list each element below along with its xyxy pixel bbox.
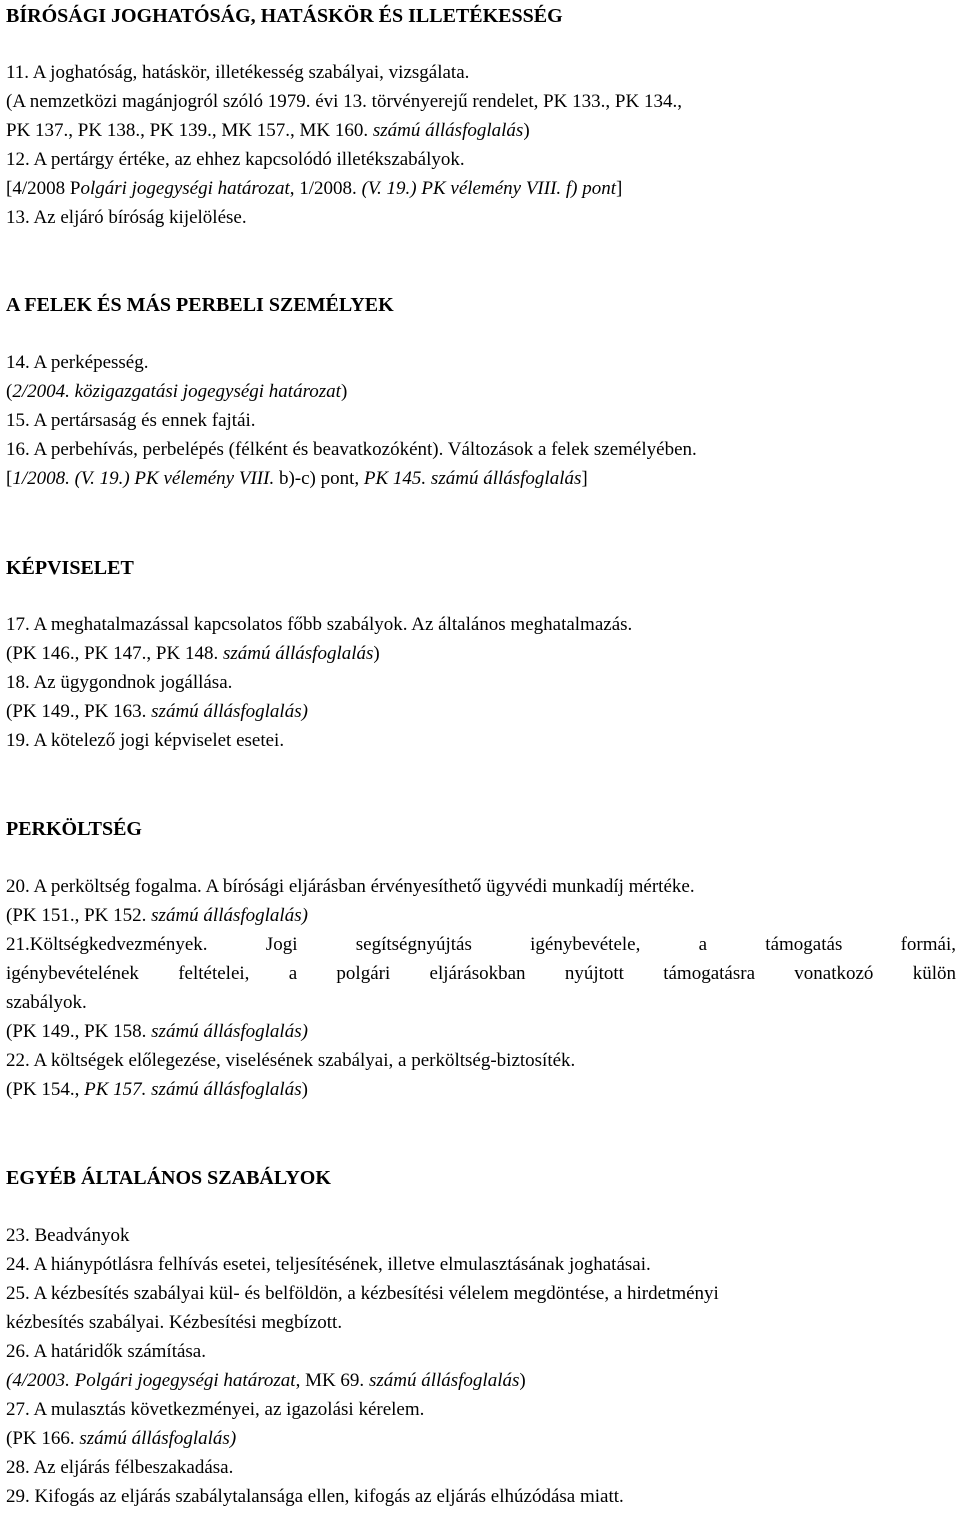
topic-19: 19. A kötelező jogi képviselet esetei. <box>6 730 285 751</box>
topic-14: 14. A perképesség. <box>6 352 149 373</box>
ref-text: b)-c) pont, <box>274 468 364 489</box>
topic-25: 25. A kézbesítés szabályai kül- és belföldön, a kézbesítési vélelem megdöntése, a hirdetményi <box>6 1283 719 1304</box>
topic-18-references <box>6 701 308 723</box>
topic-18: 18. Az ügygondnok jogállása. <box>6 672 233 693</box>
topic-21: 21.Költségkedvezmények. Jogi segítségnyújtás igénybevétele, a támogatás formái, <box>6 934 956 955</box>
topic-27-references <box>6 1428 236 1450</box>
ref-italic: számú állásfoglalás <box>222 643 374 664</box>
topic-16: 16. A perbehívás, perbelépés (félként és beavatkozóként). Változások a felek személyében. <box>6 439 697 460</box>
topic-11: 11. A joghatóság, hatáskör, illetékesség szabályai, vizsgálata. <box>6 62 470 83</box>
ref-italic: számú állásfoglalás <box>372 120 524 141</box>
ref-text: (PK 154., <box>6 1079 85 1100</box>
ref-italic: 1/2008. (V. 19.) PK vélemény VIII. <box>12 468 275 489</box>
topic-26: 26. A határidők számítása. <box>6 1341 206 1362</box>
topic-20: 20. A perköltség fogalma. A bírósági eljárásban érvényesíthető ügyvédi munkadíj mértéke. <box>6 876 695 897</box>
ref-text: ) <box>373 643 380 664</box>
section-heading-general-rules: EGYÉB ÁLTALÁNOS SZABÁLYOK <box>6 1167 331 1189</box>
topic-14-references <box>6 381 347 403</box>
topic-11-references-cont <box>6 120 530 142</box>
ref-italic: PK 145. számú állásfoglalás <box>363 468 582 489</box>
topic-22-references <box>6 1079 308 1101</box>
ref-italic: 2/2004. közigazgatási jogegységi határozat <box>12 381 341 402</box>
ref-text: (PK 149., PK 158. <box>6 1021 152 1042</box>
topic-29: 29. Kifogás az eljárás szabálytalansága ellen, kifogás az eljárás elhúzódása miatt. <box>6 1486 624 1507</box>
ref-text: ) <box>301 1079 308 1100</box>
topic-21-references <box>6 1021 308 1043</box>
topic-17-references <box>6 643 380 665</box>
section-heading-parties: A FELEK ÉS MÁS PERBELI SZEMÉLYEK <box>6 294 394 316</box>
ref-text: ( <box>6 381 13 402</box>
section-heading-jurisdiction: BÍRÓSÁGI JOGHATÓSÁG, HATÁSKÖR ÉS ILLETÉKESSÉG <box>6 5 563 27</box>
ref-text: ) <box>519 1370 526 1391</box>
ref-text: ) <box>523 120 530 141</box>
ref-text: (PK 151., PK 152. <box>6 905 152 926</box>
topic-11-references: (A nemzetközi magánjogról szóló 1979. évi 13. törvényerejű rendelet, PK 133., PK 134., <box>6 91 682 112</box>
ref-text: ] <box>581 468 588 489</box>
ref-text: ] <box>616 178 623 199</box>
topic-23: 23. Beadványok <box>6 1225 130 1246</box>
ref-italic: PK 157. számú állásfoglalás <box>84 1079 302 1100</box>
topic-12-references <box>6 178 622 200</box>
topic-21-cont: igénybevételének feltételei, a polgári eljárásokban nyújtott támogatásra vonatkozó külön <box>6 963 956 984</box>
topic-17: 17. A meghatalmazással kapcsolatos főbb szabályok. Az általános meghatalmazás. <box>6 614 633 635</box>
ref-text: PK 137., PK 138., PK 139., MK 157., MK 160. <box>6 120 373 141</box>
ref-italic: számú állásfoglalás) <box>79 1428 237 1449</box>
topic-25-cont: kézbesítés szabályai. Kézbesítési megbízott. <box>6 1312 343 1333</box>
topic-26-references <box>6 1370 526 1392</box>
topic-13: 13. Az eljáró bíróság kijelölése. <box>6 207 247 228</box>
topic-20-references <box>6 905 308 927</box>
ref-text: , MK 69. <box>295 1370 369 1391</box>
ref-italic: (V. 19.) PK vélemény VIII. f) pont <box>361 178 617 199</box>
topic-15: 15. A pertársaság és ennek fajtái. <box>6 410 256 431</box>
ref-text: (PK 149., PK 163. <box>6 701 152 722</box>
topic-22: 22. A költségek előlegezése, viselésének szabályai, a perköltség-biztosíték. <box>6 1050 576 1071</box>
topic-12: 12. A pertárgy értéke, az ehhez kapcsolódó illetékszabályok. <box>6 149 465 170</box>
ref-italic: számú állásfoglalás <box>368 1370 520 1391</box>
ref-italic: számú állásfoglalás) <box>151 701 308 722</box>
ref-italic: (4/2003. Polgári jogegységi határozat <box>6 1370 296 1391</box>
ref-italic: olgári jogegységi határozat <box>80 178 290 199</box>
ref-text: (PK 166. <box>6 1428 80 1449</box>
ref-italic: számú állásfoglalás) <box>151 1021 308 1042</box>
topic-24: 24. A hiánypótlásra felhívás esetei, teljesítésének, illetve elmulasztásának joghatásai. <box>6 1254 651 1275</box>
ref-text: [ <box>6 468 13 489</box>
topic-21-cont-end: szabályok. <box>6 992 87 1013</box>
ref-text: ) <box>340 381 348 402</box>
ref-text: , 1/2008. <box>289 178 362 199</box>
section-heading-representation: KÉPVISELET <box>6 557 134 579</box>
topic-28: 28. Az eljárás félbeszakadása. <box>6 1457 234 1478</box>
ref-italic: számú állásfoglalás) <box>151 905 308 926</box>
section-heading-costs: PERKÖLTSÉG <box>6 818 142 840</box>
ref-text: (PK 146., PK 147., PK 148. <box>6 643 223 664</box>
topic-16-references <box>6 468 588 490</box>
topic-27: 27. A mulasztás következményei, az igazolási kérelem. <box>6 1399 425 1420</box>
ref-text: [4/2008 P <box>6 178 81 199</box>
